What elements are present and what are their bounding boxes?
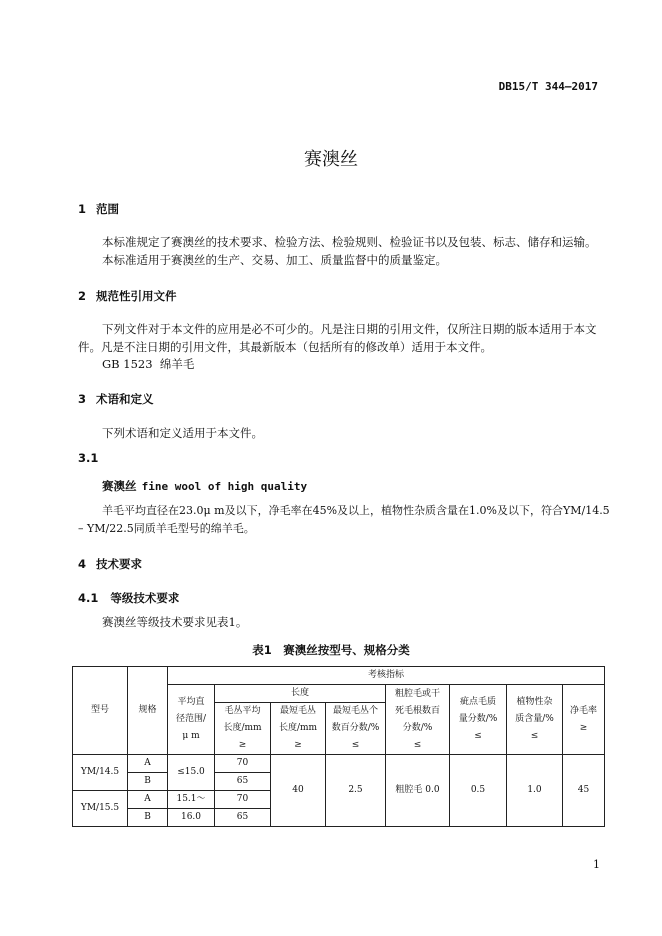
header-length-pct	[326, 703, 386, 755]
section-title: 规范性引用文件	[96, 289, 177, 303]
cell-diameter: ≤15.0	[168, 755, 215, 791]
term-number: 3.1	[78, 451, 99, 465]
document-code: DB15/T 344—2017	[498, 80, 598, 93]
header-line: 平均直	[177, 697, 205, 707]
cell-length-avg: 65	[215, 773, 271, 791]
cell-type: YM/15.5	[73, 791, 128, 827]
header-line: ≤	[351, 740, 360, 750]
normative-reference	[102, 355, 194, 373]
cell-diameter: 16.0	[168, 809, 215, 827]
header-line: 疵点毛质	[459, 697, 496, 707]
section-number: 1	[78, 202, 87, 216]
header-line: 径范围/	[175, 714, 207, 724]
paragraph: 赛澳丝等级技术要求见表1。	[102, 615, 248, 629]
paragraph: 下列文件对于本文件的应用是必不可少的。凡是注日期的引用文件，仅所注日期的版本适用于本文	[102, 322, 597, 336]
cell-length-avg: 70	[215, 791, 271, 809]
header-type: 型号	[73, 667, 128, 755]
term-definition: – YM/22.5同质羊毛型号的绵羊毛。	[78, 522, 255, 535]
header-line: ≤	[413, 739, 422, 750]
section-heading-4	[78, 556, 142, 572]
section-number: 2	[78, 289, 87, 303]
header-line: 量分数/%	[458, 714, 498, 724]
header-line: ≥	[294, 740, 302, 750]
cell-length-avg: 70	[215, 755, 271, 773]
cell-diameter: 15.1～	[168, 791, 215, 809]
header-spec: 规格	[128, 667, 168, 755]
section-heading-1	[78, 201, 119, 217]
subsection-number: 4.1	[78, 591, 99, 605]
paragraph: 本标准规定了赛澳丝的技术要求、检验方法、检验规则、检验证书以及包装、标志、储存和运输。	[102, 235, 597, 249]
term-name-en: fine wool of high quality	[141, 480, 308, 493]
header-line: 毛丛平均	[224, 706, 261, 716]
header-line: 植物性杂	[516, 697, 553, 707]
term-definition: 羊毛平均直径在23.0μ m及以下，净毛率在45%及以上，植物性杂质含量在1.0%及以下，符合YM/14.5	[102, 504, 610, 517]
term-entry	[102, 475, 307, 495]
header-yield	[563, 685, 605, 755]
paragraph: 下列术语和定义适用于本文件。	[102, 426, 263, 440]
section-title: 术语和定义	[96, 392, 154, 406]
header-line: 数百分数/%	[331, 723, 380, 733]
page-title: 赛澳丝	[304, 149, 358, 170]
header-line: 分数/%	[402, 722, 433, 733]
header-line: ≥	[579, 722, 588, 733]
cell-coarse: 粗腔毛 0.0	[386, 755, 450, 827]
cell-spot: 0.5	[450, 755, 507, 827]
header-line: 质含量/%	[515, 714, 554, 724]
header-line: 长度/mm	[223, 723, 262, 733]
header-line: 最短毛丛	[279, 706, 316, 716]
cell-yield: 45	[563, 755, 605, 827]
subsection-heading	[78, 590, 179, 606]
section-title: 范围	[96, 202, 119, 216]
header-line: 死毛根数百	[394, 705, 440, 716]
reference-code: GB 1523	[102, 357, 153, 371]
section-number: 4	[78, 557, 87, 571]
cell-grade: B	[128, 809, 168, 827]
header-line: 粗腔毛或干	[394, 688, 440, 699]
paragraph: 件。凡是不注日期的引用文件，其最新版本（包括所有的修改单）适用于本文件。	[78, 340, 492, 354]
header-line: μ m	[182, 731, 200, 741]
header-line: 最短毛丛个	[332, 706, 378, 716]
header-line: ≤	[474, 731, 482, 741]
cell-type: YM/14.5	[73, 755, 128, 791]
header-diameter	[168, 685, 215, 755]
section-heading-2	[78, 288, 177, 304]
cell-length-avg: 65	[215, 809, 271, 827]
header-length: 长度	[215, 685, 386, 703]
cell-grade: A	[128, 755, 168, 773]
header-line: ≥	[238, 740, 247, 750]
cell-grade: B	[128, 773, 168, 791]
header-length-min	[271, 703, 326, 755]
table-row	[73, 755, 605, 773]
section-heading-3	[78, 391, 154, 407]
spec-table	[72, 666, 605, 827]
cell-length-min: 40	[271, 755, 326, 827]
page-number: 1	[593, 858, 600, 871]
header-indicators: 考核指标	[168, 667, 605, 685]
header-spot	[450, 685, 507, 755]
paragraph: 本标准适用于赛澳丝的生产、交易、加工、质量监督中的质量鉴定。	[102, 253, 447, 267]
header-vegetable	[507, 685, 563, 755]
section-title: 技术要求	[96, 557, 142, 571]
header-line: 净毛率	[570, 705, 598, 716]
header-length-avg	[215, 703, 271, 755]
header-line: 长度/mm	[278, 723, 318, 733]
cell-vegetable: 1.0	[507, 755, 563, 827]
subsection-title: 等级技术要求	[110, 591, 180, 605]
reference-name: 绵羊毛	[159, 357, 195, 371]
term-name-cn: 赛澳丝	[102, 479, 137, 493]
header-coarse	[386, 685, 450, 755]
section-number: 3	[78, 392, 87, 406]
table-caption: 表1 赛澳丝按型号、规格分类	[252, 643, 410, 657]
cell-length-pct: 2.5	[326, 755, 386, 827]
cell-grade: A	[128, 791, 168, 809]
header-line: ≤	[530, 731, 539, 741]
